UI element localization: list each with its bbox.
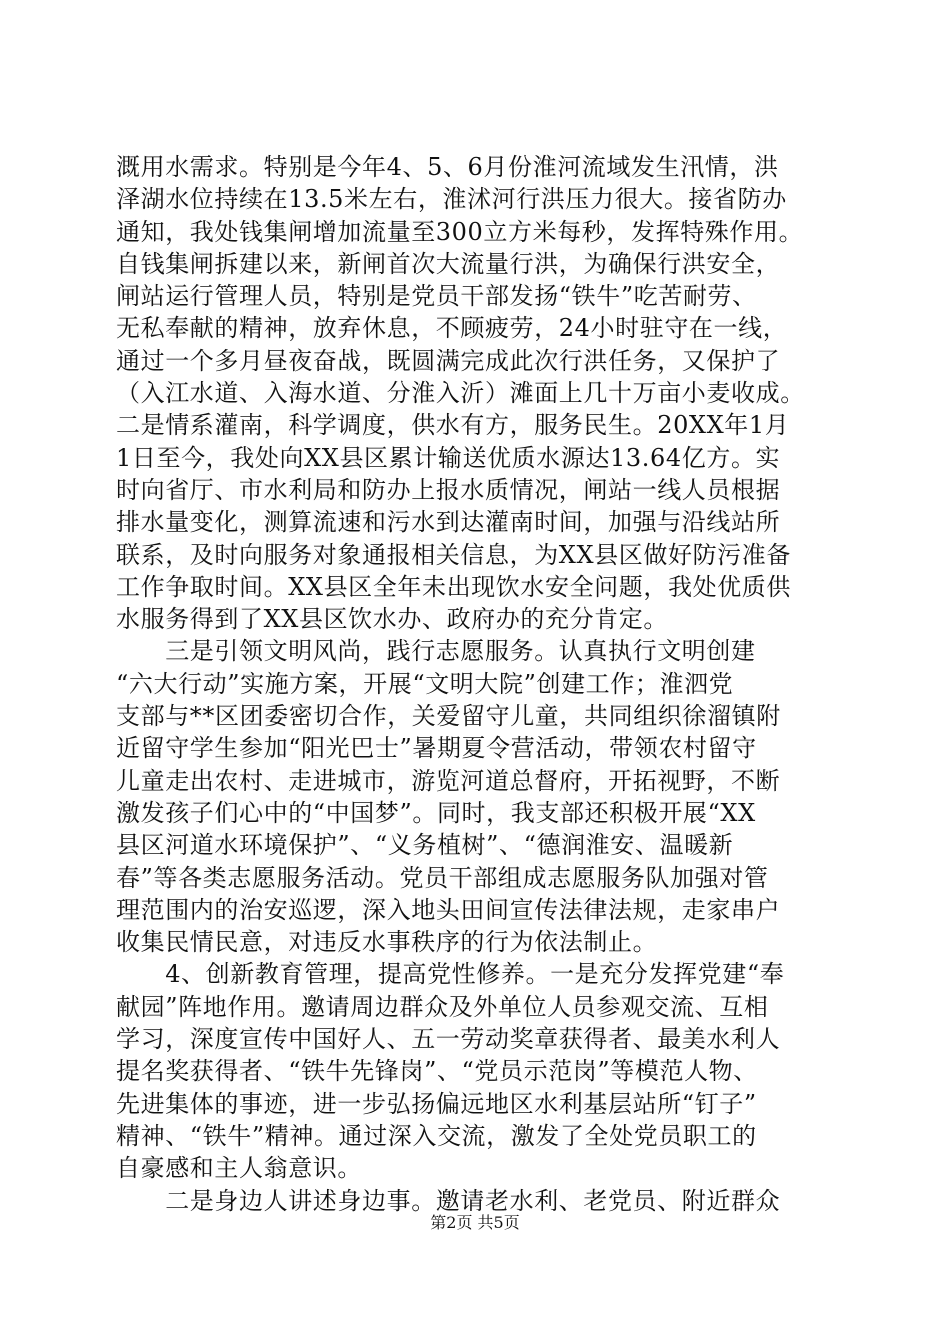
text-line: 联系，及时向服务对象通报相关信息，为XX县区做好防污准备	[116, 540, 791, 569]
text-line: 泽湖水位持续在13.5米左右，淮沭河行洪压力很大。接省防办	[116, 185, 787, 214]
text-line: 自钱集闸拆建以来，新闸首次大流量行洪，为确保行洪安全，	[116, 249, 781, 278]
text-line: 理范围内的治安巡逻，深入地头田间宣传法律法规，走家串户	[116, 895, 781, 924]
body-text	[116, 151, 856, 1217]
text-line: 县区河道水环境保护”、“义务植树”、“德润淮安、温暖新	[116, 831, 734, 860]
text-line: 精神、“铁牛”精神。通过深入交流，激发了全处党员职工的	[116, 1121, 757, 1150]
text-line: 无私奉献的精神，放弃休息，不顾疲劳，24小时驻守在一线，	[116, 314, 788, 343]
text-line: 自豪感和主人翁意识。	[116, 1154, 362, 1183]
text-line: 水服务得到了XX县区饮水办、政府办的充分肯定。	[116, 605, 668, 634]
text-line: 三是引领文明风尚，践行志愿服务。认真执行文明创建	[116, 637, 756, 666]
text-line: 二是情系灌南，科学调度，供水有方，服务民生。20XX年1月	[116, 411, 790, 440]
text-line: 通过一个多月昼夜奋战，既圆满完成此次行洪任务，又保护了	[116, 346, 781, 375]
text-line: 儿童走出农村、走进城市，游览河道总督府，开拓视野，不断	[116, 766, 781, 795]
text-line: 二是身边人讲述身边事。邀请老水利、老党员、附近群众	[116, 1186, 781, 1215]
text-line: 4、创新教育管理，提高党性修养。一是充分发挥党建“奉	[116, 960, 785, 989]
text-line: “六大行动”实施方案，开展“文明大院”创建工作；淮泗党	[116, 669, 734, 698]
text-line: 工作争取时间。XX县区全年未出现饮水安全问题，我处优质供	[116, 572, 791, 601]
text-line: 学习，深度宣传中国好人、五一劳动奖章获得者、最美水利人	[116, 1025, 781, 1054]
text-line: 收集民情民意，对违反水事秩序的行为依法制止。	[116, 928, 658, 957]
text-line: 激发孩子们心中的“中国梦”。同时，我支部还积极开展“XX	[116, 798, 756, 827]
text-line: （入江水道、入海水道、分淮入沂）滩面上几十万亩小麦收成。	[116, 379, 805, 408]
text-line: 溉用水需求。特别是今年4、5、6月份淮河流域发生汛情，洪	[116, 153, 779, 181]
text-line: 闸站运行管理人员，特别是党员干部发扬“铁牛”吃苦耐劳、	[116, 282, 757, 311]
text-line: 排水量变化，测算流速和污水到达灌南时间，加强与沿线站所	[116, 508, 781, 537]
text-line: 1日至今，我处向XX县区累计输送优质水源达13.64亿方。实	[116, 443, 781, 472]
page-footer	[0, 1213, 950, 1233]
text-line: 春”等各类志愿服务活动。党员干部组成志愿服务队加强对管	[116, 863, 769, 892]
text-line: 时向省厅、市水利局和防办上报水质情况，闸站一线人员根据	[116, 475, 781, 504]
text-line: 支部与**区团委密切合作，关爱留守儿童，共同组织徐溜镇附	[116, 702, 781, 731]
text-line: 通知，我处钱集闸增加流量至300立方米每秒，发挥特殊作用。	[116, 217, 804, 246]
text-line: 提名奖获得者、“铁牛先锋岗”、“党员示范岗”等模范人物、	[116, 1057, 758, 1086]
text-line: 献园”阵地作用。邀请周边群众及外单位人员参观交流、互相	[116, 992, 769, 1021]
page-number: 第2页 共5页	[430, 1213, 520, 1232]
text-line: 近留守学生参加“阳光巴士”暑期夏令营活动，带领农村留守	[116, 734, 757, 763]
text-line: 先进集体的事迹，进一步弘扬偏远地区水利基层站所“钉子”	[116, 1089, 757, 1118]
